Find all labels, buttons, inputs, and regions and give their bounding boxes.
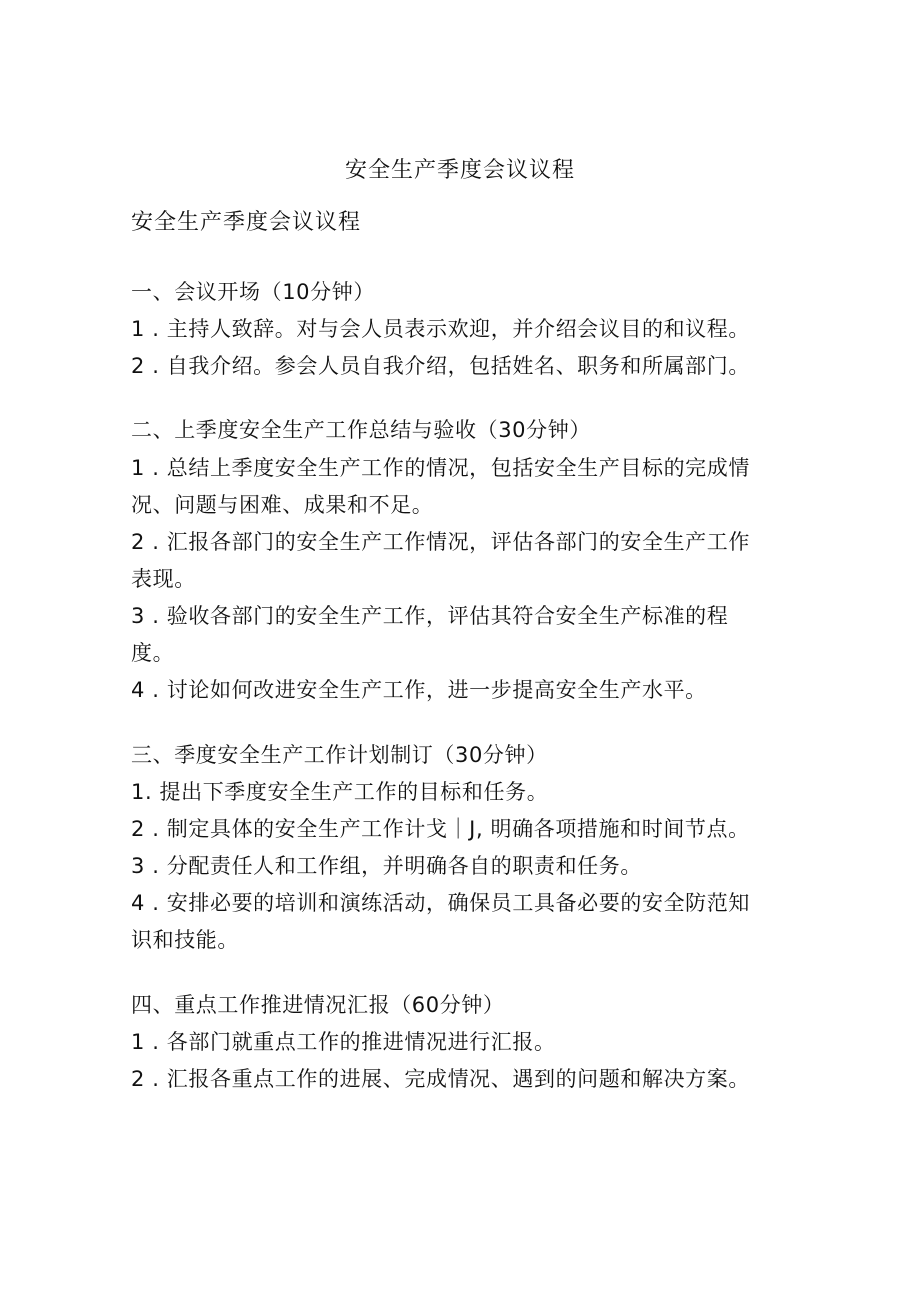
agenda-line: 度。 bbox=[131, 641, 175, 665]
agenda-line: 况、问题与困难、成果和不足。 bbox=[131, 493, 434, 517]
agenda-line: 2 . 汇报各重点工作的进展、完成情况、遇到的问题和解决方案。 bbox=[131, 1067, 750, 1091]
page-title: 安全生产季度会议议程 bbox=[344, 158, 575, 183]
agenda-line: 1. 提出下季度安全生产工作的目标和任务。 bbox=[131, 780, 549, 804]
agenda-line: 4 . 安排必要的培训和演练活动，确保员工具备必要的安全防范知 bbox=[131, 891, 750, 915]
section-heading: 四、重点工作推进情况汇报（60分钟） bbox=[131, 993, 505, 1017]
agenda-line: 识和技能。 bbox=[131, 928, 239, 952]
section-heading: 三、季度安全生产工作计划制订（30分钟） bbox=[131, 743, 548, 767]
agenda-line: 1 . 各部门就重点工作的推进情况进行汇报。 bbox=[131, 1030, 556, 1054]
agenda-line: 表现。 bbox=[131, 567, 196, 591]
agenda-line: 3 . 验收各部门的安全生产工作，评估其符合安全生产标准的程 bbox=[131, 604, 729, 628]
section-heading: 二、上季度安全生产工作总结与验收（30分钟） bbox=[131, 418, 591, 442]
document-subtitle: 安全生产季度会议议程 bbox=[131, 210, 362, 235]
agenda-line: 1 . 主持人致辞。对与会人员表示欢迎，并介绍会议目的和议程。 bbox=[131, 317, 750, 341]
agenda-line: 4 . 讨论如何改进安全生产工作，进一步提高安全生产水平。 bbox=[131, 678, 707, 702]
agenda-line: 1 . 总结上季度安全生产工作的情况，包括安全生产目标的完成情 bbox=[131, 456, 750, 480]
agenda-line: 2 . 制定具体的安全生产工作计戈｜J, 明确各项措施和时间节点。 bbox=[131, 817, 750, 841]
section-heading: 一、会议开场（10分钟） bbox=[131, 280, 375, 304]
agenda-line: 2 . 自我介绍。参会人员自我介绍，包括姓名、职务和所属部门。 bbox=[131, 354, 750, 378]
agenda-line: 3 . 分配责任人和工作组，并明确各自的职责和任务。 bbox=[131, 854, 642, 878]
agenda-line: 2 . 汇报各部门的安全生产工作情况，评估各部门的安全生产工作 bbox=[131, 530, 750, 554]
